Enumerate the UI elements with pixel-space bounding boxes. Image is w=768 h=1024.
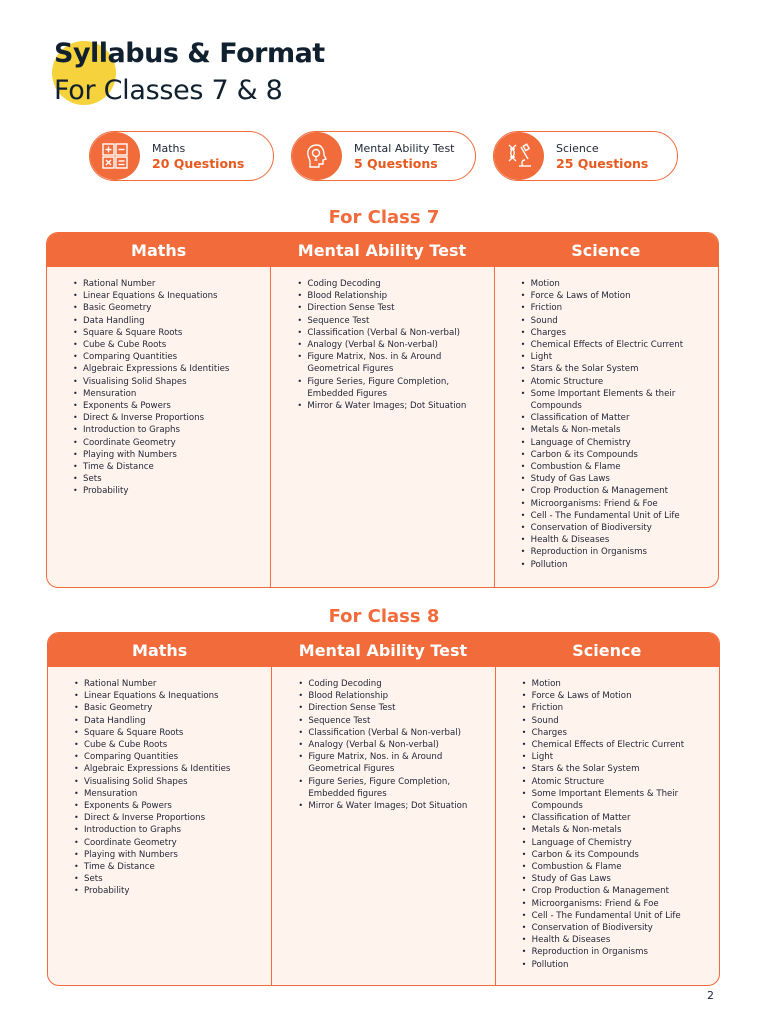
topic-item: • Combustion & Flame <box>522 861 709 873</box>
topic-item: • Playing with Numbers <box>73 449 260 461</box>
topic-item: • Rational Number <box>74 678 261 690</box>
topic-item: • Sequence Test <box>297 315 483 327</box>
topic-item: • Health & Diseases <box>521 534 708 546</box>
topic-item: • Blood Relationship <box>298 690 484 702</box>
topic-item: • Blood Relationship <box>297 290 483 302</box>
topic-item: • Sequence Test <box>298 715 484 727</box>
topic-item: • Language of Chemistry <box>521 437 708 449</box>
topic-item: • Direct & Inverse Proportions <box>74 812 261 824</box>
topic-item: • Mensuration <box>73 388 260 400</box>
science-topics <box>494 267 718 587</box>
topic-item: • Figure Series, Figure Completion, Embedded Figures <box>297 376 483 400</box>
topic-item: • Cell - The Fundamental Unit of Life <box>522 910 709 922</box>
topic-item: • Conservation of Biodiversity <box>522 922 709 934</box>
topic-item: • Coordinate Geometry <box>73 437 260 449</box>
topic-item: • Combustion & Flame <box>521 461 708 473</box>
topic-item: • Mensuration <box>74 788 261 800</box>
topic-item: • Classification (Verbal & Non-verbal) <box>297 327 483 339</box>
column-header-science: Science <box>571 240 641 260</box>
topic-item: • Direct & Inverse Proportions <box>73 412 260 424</box>
topic-item: • Friction <box>522 702 709 714</box>
column-header-maths: Maths <box>132 640 188 660</box>
topic-item: • Classification of Matter <box>522 812 709 824</box>
topic-item: • Basic Geometry <box>74 702 261 714</box>
summary-subject: Maths <box>152 142 186 155</box>
topic-item: • Linear Equations & Inequations <box>73 290 260 302</box>
topic-item: • Crop Production & Management <box>522 885 709 897</box>
topic-item: • Atomic Structure <box>522 776 709 788</box>
topic-item: • Stars & the Solar System <box>521 363 708 375</box>
topic-item: • Probability <box>73 485 260 497</box>
topic-item: • Metals & Non-metals <box>522 824 709 836</box>
summary-question-count: 20 Questions <box>152 156 245 171</box>
topic-item: • Sound <box>522 715 709 727</box>
topic-item: • Introduction to Graphs <box>74 824 261 836</box>
topic-item: • Light <box>522 751 709 763</box>
class-7-syllabus-table <box>46 232 719 588</box>
topic-item: • Some Important Elements & Their Compounds <box>522 788 709 812</box>
topic-item: • Coding Decoding <box>297 278 483 290</box>
topic-item: • Friction <box>521 302 708 314</box>
maths-topics <box>48 667 271 985</box>
topic-item: • Charges <box>522 727 709 739</box>
topic-item: • Square & Square Roots <box>74 727 261 739</box>
topic-item: • Data Handling <box>73 315 260 327</box>
topic-item: • Chemical Effects of Electric Current <box>522 739 709 751</box>
summary-pill-maths <box>89 131 274 181</box>
topic-item: • Comparing Quantities <box>74 751 261 763</box>
topic-item: • Microorganisms: Friend & Foe <box>521 498 708 510</box>
table-header <box>48 633 719 667</box>
topic-item: • Force & Laws of Motion <box>521 290 708 302</box>
topic-item: • Carbon & its Compounds <box>521 449 708 461</box>
topic-item: • Pollution <box>521 559 708 571</box>
topic-item: • Data Handling <box>74 715 261 727</box>
topic-item: • Motion <box>522 678 709 690</box>
topic-item: • Force & Laws of Motion <box>522 690 709 702</box>
topic-item: • Sets <box>73 473 260 485</box>
topic-item: • Linear Equations & Inequations <box>74 690 261 702</box>
table-header <box>47 233 718 267</box>
topic-item: • Exponents & Powers <box>73 400 260 412</box>
topic-item: • Visualising Solid Shapes <box>74 776 261 788</box>
topic-item: • Algebraic Expressions & Identities <box>74 763 261 775</box>
topic-item: • Figure Series, Figure Completion, Embedded figures <box>298 776 484 800</box>
topic-item: • Exponents & Powers <box>74 800 261 812</box>
summary-question-count: 5 Questions <box>354 156 438 171</box>
topic-item: • Light <box>521 351 708 363</box>
topic-item: • Basic Geometry <box>73 302 260 314</box>
topic-item: • Chemical Effects of Electric Current <box>521 339 708 351</box>
topic-item: • Algebraic Expressions & Identities <box>73 363 260 375</box>
topic-item: • Reproduction in Organisms <box>521 546 708 558</box>
topic-item: • Rational Number <box>73 278 260 290</box>
topic-item: • Crop Production & Management <box>521 485 708 497</box>
topic-item: • Stars & the Solar System <box>522 763 709 775</box>
class-8-heading: For Class 8 <box>328 606 440 627</box>
topic-item: • Sound <box>521 315 708 327</box>
topic-item: • Probability <box>74 885 261 897</box>
topic-item: • Cell - The Fundamental Unit of Life <box>521 510 708 522</box>
topic-item: • Mirror & Water Images; Dot Situation <box>298 800 484 812</box>
topic-item: • Classification (Verbal & Non-verbal) <box>298 727 484 739</box>
topic-item: • Direction Sense Test <box>297 302 483 314</box>
class-8-syllabus-table <box>47 632 720 986</box>
topic-item: • Conservation of Biodiversity <box>521 522 708 534</box>
topic-item: • Some Important Elements & their Compounds <box>521 388 708 412</box>
summary-pill-science <box>493 131 678 181</box>
topic-item: • Atomic Structure <box>521 376 708 388</box>
topic-item: • Study of Gas Laws <box>522 873 709 885</box>
topic-item: • Figure Matrix, Nos. in & Around Geometrical Figures <box>297 351 483 375</box>
dna-microscope-icon <box>494 132 544 180</box>
topic-item: • Study of Gas Laws <box>521 473 708 485</box>
column-header-mental-ability: Mental Ability Test <box>298 640 468 660</box>
page-number: 2 <box>707 989 714 1002</box>
topic-item: • Time & Distance <box>73 461 260 473</box>
topic-item: • Charges <box>521 327 708 339</box>
topic-item: • Square & Square Roots <box>73 327 260 339</box>
topic-item: • Classification of Matter <box>521 412 708 424</box>
topic-item: • Sets <box>74 873 261 885</box>
topic-item: • Direction Sense Test <box>298 702 484 714</box>
topic-item: • Language of Chemistry <box>522 837 709 849</box>
topic-item: • Coordinate Geometry <box>74 837 261 849</box>
topic-item: • Cube & Cube Roots <box>74 739 261 751</box>
topic-item: • Microorganisms: Friend & Foe <box>522 898 709 910</box>
topic-item: • Comparing Quantities <box>73 351 260 363</box>
topic-item: • Pollution <box>522 959 709 971</box>
mental-ability-topics <box>271 667 494 985</box>
topic-item: • Visualising Solid Shapes <box>73 376 260 388</box>
topic-item: • Analogy (Verbal & Non-verbal) <box>298 739 484 751</box>
column-header-maths: Maths <box>131 240 187 260</box>
column-header-mental-ability: Mental Ability Test <box>297 240 467 260</box>
summary-pill-mental-ability <box>291 131 476 181</box>
topic-item: • Coding Decoding <box>298 678 484 690</box>
topic-item: • Analogy (Verbal & Non-verbal) <box>297 339 483 351</box>
summary-question-count: 25 Questions <box>556 156 649 171</box>
page-subtitle: For Classes 7 & 8 <box>54 75 283 106</box>
mental-ability-topics <box>270 267 493 587</box>
maths-topics <box>47 267 270 587</box>
topic-item: • Mirror & Water Images; Dot Situation <box>297 400 483 412</box>
topic-item: • Figure Matrix, Nos. in & Around Geometrical Figures <box>298 751 484 775</box>
brain-bulb-icon <box>292 132 342 180</box>
summary-subject: Mental Ability Test <box>354 142 455 155</box>
topic-item: • Carbon & its Compounds <box>522 849 709 861</box>
topic-item: • Time & Distance <box>74 861 261 873</box>
topic-item: • Cube & Cube Roots <box>73 339 260 351</box>
topic-item: • Reproduction in Organisms <box>522 946 709 958</box>
topic-item: • Health & Diseases <box>522 934 709 946</box>
topic-item: • Introduction to Graphs <box>73 424 260 436</box>
topic-item: • Playing with Numbers <box>74 849 261 861</box>
class-7-heading: For Class 7 <box>328 207 440 228</box>
topic-item: • Metals & Non-metals <box>521 424 708 436</box>
page-title: Syllabus & Format <box>54 38 325 69</box>
topic-item: • Motion <box>521 278 708 290</box>
science-topics <box>495 667 719 985</box>
summary-subject: Science <box>556 142 599 155</box>
column-header-science: Science <box>572 640 642 660</box>
calculator-icon <box>90 132 140 180</box>
